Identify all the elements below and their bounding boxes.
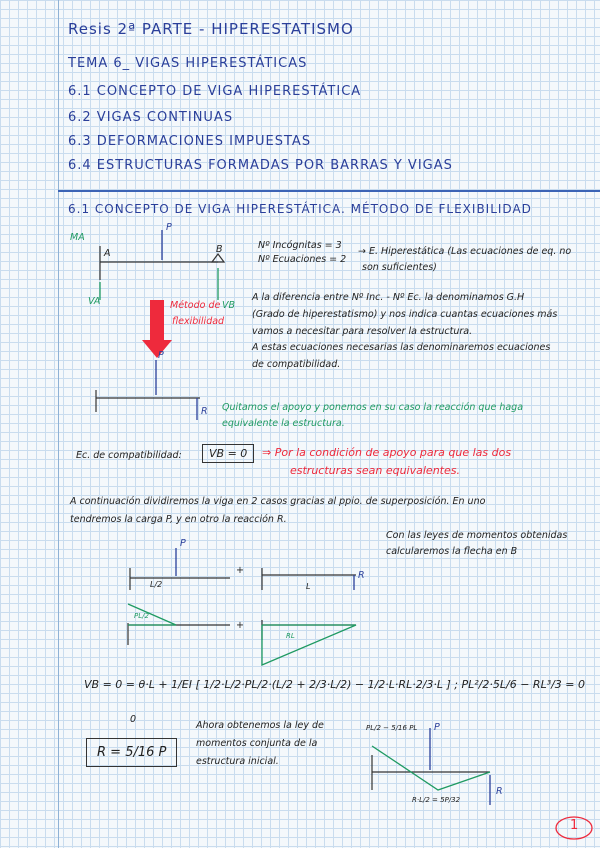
moment-pl2: PL/2	[134, 612, 149, 620]
result-box: R = 5/16 P	[86, 738, 177, 767]
label-p: P	[166, 222, 172, 233]
toc-item: 6.4 ESTRUCTURAS FORMADAS POR BARRAS Y VIGAS	[68, 158, 453, 173]
moment-rl: RL	[286, 632, 295, 640]
label-r: R	[358, 570, 365, 581]
compat-note: ⇒ Por la condición de apoyo para que las dos	[262, 446, 512, 459]
plus-sign: +	[236, 620, 244, 631]
label-vb: VB	[222, 300, 236, 311]
moment-bottom-value: R·L/2 = 5P/32	[412, 796, 461, 804]
dim-half: L/2	[150, 580, 163, 589]
hyperstatic-note: → E. Hiperestática (Las ecuaciones de eq. no	[358, 246, 572, 257]
label-r: R	[201, 406, 208, 417]
page-number: 1	[570, 818, 579, 833]
label-p: P	[158, 350, 164, 361]
label-p: P	[180, 538, 186, 549]
compat-equation: VB = 0	[202, 444, 254, 463]
remove-support-note: Quitamos el apoyo y ponemos en su caso la reacción que haga	[222, 402, 524, 413]
superposition-text: A continuación dividiremos la viga en 2 casos gracias al ppio. de superposición. En uno	[70, 496, 486, 507]
deflection-equation: VB = 0 = θ·L + 1/EI [ 1/2·L/2·PL/2·(L/2 + 2/3·L/2) − 1/2·L·RL·2/3·L ] ; PL²/2·5L/6 − RL³/3 = 0	[84, 678, 586, 691]
deflection-note: calcularemos la flecha en B	[386, 546, 518, 557]
compat-note: estructuras sean equivalentes.	[290, 464, 460, 477]
method-label: Método de	[170, 300, 221, 311]
hyperstatic-note-2: son suficientes)	[362, 262, 437, 273]
label-a: A	[104, 248, 111, 259]
gh-text: vamos a necesitar para resolver la estructura.	[252, 326, 473, 337]
gh-text: (Grado de hiperestatismo) y nos indica cuantas ecuaciones más	[252, 309, 558, 320]
moment-law-text: Ahora obtenemos la ley de	[196, 720, 324, 731]
deflection-note: Con las leyes de momentos obtenidas	[386, 530, 568, 541]
section-title: 6.1 CONCEPTO DE VIGA HIPERESTÁTICA. MÉTODO DE FLEXIBILIDAD	[68, 202, 532, 216]
remove-support-note: equivalente la estructura.	[222, 418, 345, 429]
dim-l: L	[306, 582, 311, 591]
plus-sign: +	[236, 565, 244, 576]
compat-label: Ec. de compatibilidad:	[76, 450, 182, 461]
label-p: P	[434, 722, 440, 733]
method-label: flexibilidad	[172, 316, 225, 327]
moment-top-value: PL/2 − 5/16 PL	[366, 724, 418, 732]
gh-text: A la diferencia entre Nº Inc. - Nº Ec. la denominamos G.H	[252, 292, 525, 303]
label-ma: MA	[70, 232, 85, 243]
gh-text: A estas ecuaciones necesarias las denominaremos ecuaciones	[252, 342, 551, 353]
page-title: Resis 2ª PARTE - HIPERESTATISMO	[68, 20, 354, 38]
label-r: R	[496, 786, 503, 797]
topic-title: TEMA 6_ VIGAS HIPERESTÁTICAS	[68, 56, 308, 71]
equations-count: Nº Ecuaciones = 2	[258, 254, 347, 265]
moment-law-text: momentos conjunta de la	[196, 738, 318, 749]
gh-text: de compatibilidad.	[252, 359, 341, 370]
toc-item: 6.1 CONCEPTO DE VIGA HIPERESTÁTICA	[68, 84, 362, 99]
moment-law-text: estructura inicial.	[196, 756, 279, 767]
toc-item: 6.3 DEFORMACIONES IMPUESTAS	[68, 134, 312, 149]
label-b: B	[216, 244, 223, 255]
toc-item: 6.2 VIGAS CONTINUAS	[68, 110, 234, 125]
unknowns-count: Nº Incógnitas = 3	[258, 240, 342, 251]
label-va: VA	[88, 296, 101, 307]
theta-zero: 0	[130, 714, 137, 725]
superposition-text: tendremos la carga P, y en otro la reacción R.	[70, 514, 287, 525]
